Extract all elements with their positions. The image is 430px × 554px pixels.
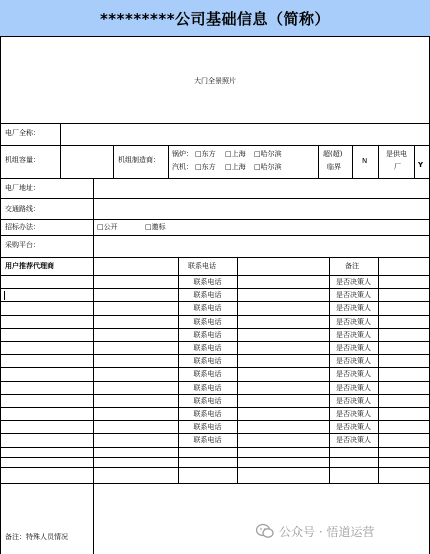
frame-left (0, 36, 1, 554)
table-row-divider (0, 457, 430, 458)
address-label: 电厂地址： (5, 184, 40, 192)
text-cursor (4, 291, 5, 300)
boiler-option-harbin[interactable]: □哈尔滨 (254, 150, 282, 158)
bidding-label: 招标办法： (5, 223, 40, 231)
contact-phone-cell: 联系电话 (193, 304, 222, 313)
contact-phone-cell: 联系电话 (193, 344, 222, 352)
table-row-divider (0, 354, 430, 355)
contact-note-cell: 是否决策人 (336, 344, 371, 352)
document-title-bar (0, 0, 430, 37)
wechat-icon (256, 523, 274, 539)
contact-note-cell: 是否决策人 (336, 330, 371, 339)
watermark-text: 公众号 · 悟道运营 (279, 524, 375, 539)
contact-phone-cell: 联系电话 (193, 370, 222, 379)
note-header: 备注 (345, 262, 359, 270)
table-row-divider (0, 367, 430, 368)
watermark (256, 520, 426, 542)
phone-header: 联系电话 (188, 262, 216, 270)
contact-note-cell: 是否决策人 (336, 396, 371, 405)
turbine-option-harbin[interactable]: □哈尔滨 (254, 163, 282, 171)
boiler-option-shanghai[interactable]: □上海 (225, 150, 246, 158)
table-row-divider (0, 288, 430, 289)
table-row-divider (0, 420, 430, 421)
supercritical-label-line1: 超(超) (323, 150, 343, 158)
turbine-label: 汽机： (172, 163, 193, 171)
unit-capacity-label: 机组容量： (5, 156, 40, 164)
contact-note-cell: 是否决策人 (336, 383, 371, 392)
turbine-option-shanghai[interactable]: □上海 (225, 163, 246, 171)
contact-phone-cell: 联系电话 (193, 291, 222, 300)
contact-phone-cell: 联系电话 (193, 410, 222, 418)
contact-phone-cell: 联系电话 (193, 278, 222, 286)
contact-note-cell: 是否决策人 (336, 357, 371, 366)
table-row-divider (0, 381, 430, 382)
self-supply-value: Y (418, 161, 424, 169)
traffic-label: 交通路线： (5, 205, 40, 213)
document-title: *********公司基础信息（简称） (99, 9, 331, 28)
table-row-divider (0, 447, 430, 448)
contact-phone-cell: 联系电话 (193, 423, 222, 432)
contact-note-cell: 是否决策人 (336, 291, 371, 300)
table-row-divider (0, 301, 430, 302)
table-row-divider (0, 407, 430, 408)
agent-header: 用户推荐代理商 (5, 262, 54, 270)
supercritical-value: N (362, 157, 368, 165)
contact-note-cell: 是否决策人 (336, 317, 371, 326)
turbine-option-dongfang[interactable]: □东方 (195, 163, 216, 171)
contact-phone-cell: 联系电话 (193, 357, 222, 366)
special-note-label: 备注：特殊人员情况 (5, 533, 68, 541)
contact-phone-cell: 联系电话 (193, 396, 222, 405)
boiler-label: 锅炉： (172, 150, 193, 158)
photo-placeholder-label: 大门全景照片 (194, 77, 236, 85)
self-supply-label-line2: 厂 (394, 163, 401, 171)
table-row-divider (0, 315, 430, 316)
contact-phone-cell: 联系电话 (193, 317, 222, 326)
bidding-option-open[interactable]: □公开 (97, 223, 118, 231)
contact-note-cell: 是否决策人 (336, 370, 371, 379)
table-row-divider (0, 433, 430, 434)
bidding-option-invite[interactable]: □邀标 (145, 223, 166, 231)
photo-bottom-line (0, 123, 430, 124)
purchase-platform-label: 采购平台： (5, 241, 40, 249)
self-supply-label-line1: 是供电 (386, 150, 407, 158)
contact-phone-cell: 联系电话 (193, 330, 222, 339)
table-row-divider (0, 328, 430, 329)
plant-name-label: 电厂全称： (5, 129, 40, 137)
table-row-divider (0, 341, 430, 342)
contact-note-cell: 是否决策人 (336, 410, 371, 418)
boiler-option-dongfang[interactable]: □东方 (195, 150, 216, 158)
contact-note-cell: 是否决策人 (336, 278, 371, 286)
unit-maker-label: 机组制造商： (118, 156, 160, 164)
table-row-divider (0, 394, 430, 395)
contact-phone-cell: 联系电话 (193, 383, 222, 392)
contact-note-cell: 是否决策人 (336, 436, 371, 445)
contact-note-cell: 是否决策人 (336, 423, 371, 432)
supercritical-label-line2: 临界 (327, 163, 341, 171)
contact-note-cell: 是否决策人 (336, 304, 371, 313)
contact-phone-cell: 联系电话 (193, 436, 222, 445)
table-row-divider (0, 467, 430, 468)
